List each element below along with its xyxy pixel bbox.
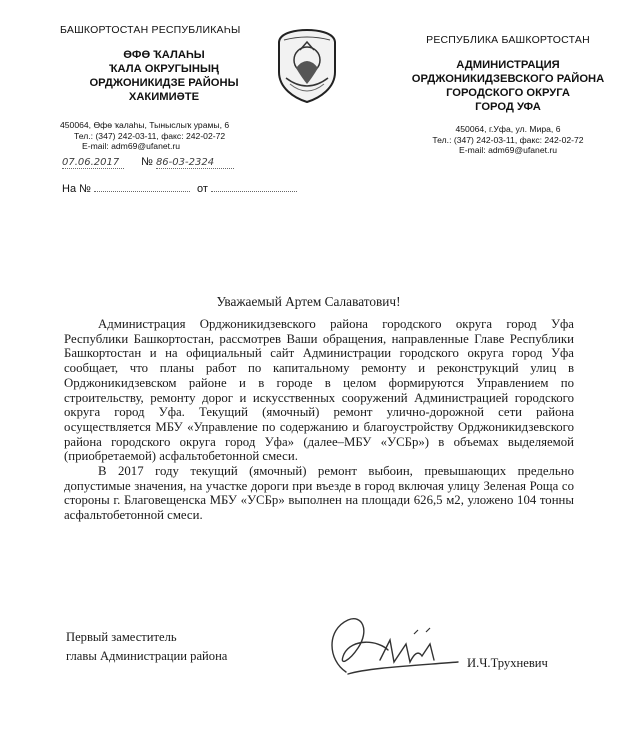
on-number-label: На № — [62, 183, 91, 195]
position-line: главы Администрации района — [66, 649, 228, 663]
contact-block-bashkir — [60, 120, 260, 152]
email: E-mail: adm69@ufanet.ru — [458, 145, 558, 155]
header-right — [408, 34, 608, 156]
org-line: АДМИНИСТРАЦИЯ — [456, 59, 560, 71]
phone: Тел.: (347) 242-03-11, факс: 242-02-72 — [74, 130, 226, 141]
org-line: ҠАЛА ОКРУГЫНЫҢ — [109, 63, 219, 75]
org-name-bashkir — [68, 48, 260, 104]
signatory-position — [66, 628, 227, 666]
contact-block-russian — [408, 124, 608, 156]
org-line: ГОРОД УФА — [475, 101, 541, 113]
blank-ref-number — [94, 181, 190, 192]
org-line: ХАКИМИӘТЕ — [128, 91, 200, 103]
email: E-mail: adm69@ufanet.ru — [82, 141, 181, 151]
letter-body — [64, 317, 574, 523]
header-left — [60, 24, 260, 152]
handwritten-date: 07.06.2017 — [62, 157, 124, 169]
org-line: ОРДЖОНИКИДЗЕВСКОГО РАЙОНА — [411, 73, 605, 85]
republic-title-russian: РЕСПУБЛИКА БАШКОРТОСТАН — [426, 34, 590, 46]
phone: Тел.: (347) 242-03-11, факс: 242-02-72 — [432, 134, 584, 145]
org-name-russian — [408, 58, 608, 114]
signatory-name: И.Ч.Трухневич — [467, 656, 548, 670]
org-line: ОРДЖОНИКИДЗЕ РАЙОНЫ — [89, 77, 239, 89]
handwritten-signature — [318, 610, 468, 690]
position-line: Первый заместитель — [66, 630, 177, 644]
org-line: ӨФӨ ҠАЛАҺЫ — [123, 49, 205, 61]
republic-title-bashkir: БАШКОРТОСТАН РЕСПУБЛИКАҺЫ — [60, 24, 241, 36]
handwritten-number: 86-03-2324 — [156, 157, 234, 169]
coat-of-arms-emblem — [276, 28, 338, 104]
number-label: № — [141, 156, 153, 168]
greeting: Уважаемый Артем Салаватович! — [216, 294, 401, 309]
address: 450064, г.Уфа, ул. Мира, 6 — [455, 124, 561, 134]
blank-ref-date — [211, 181, 297, 192]
outgoing-reg-line — [62, 156, 234, 169]
body-paragraph: В 2017 году текущий (ямочный) ремонт выбоин, превышающих предельно допустимые значения, на участке дороги при въезде в город включая улицу Зеленая Роща со стороны г. Благовещенска МБУ «УСБр» выполнен на площади 626,5 м2, уложено 104 тонны асфальтобетонной смеси. — [64, 464, 574, 523]
from-label: от — [197, 183, 208, 195]
incoming-ref-line — [62, 181, 297, 195]
org-line: ГОРОДСКОГО ОКРУГА — [446, 87, 570, 99]
body-paragraph: Администрация Орджоникидзевского района городского округа город Уфа Республики Башкортостан, рассмотрев Ваши обращения, направленные Главе Республики Башкортостан и на официальный сайт Администрации городского округа город Уфа сообщает, что планы работ по капитальному ремонту и реконструкций улиц в Орджоникидзевском районе и в городе в целом формируются Управлением по строительству, ремонту дорог и искусственных сооружений Администрацией городского округа город Уфа. Текущий (ямочный) ремонт улично-дорожной сети района осуществляется МБУ «Управление по содержанию и благоустройству Орджоникидзевского района городского округа город Уфа» (далее–МБУ «УСБр») в объемах выделяемой (приобретаемой) асфальтобетонной смеси. — [64, 317, 574, 464]
address: 450064, Өфө ҡалаһы, Тыныслыҡ урамы, 6 — [60, 120, 230, 130]
